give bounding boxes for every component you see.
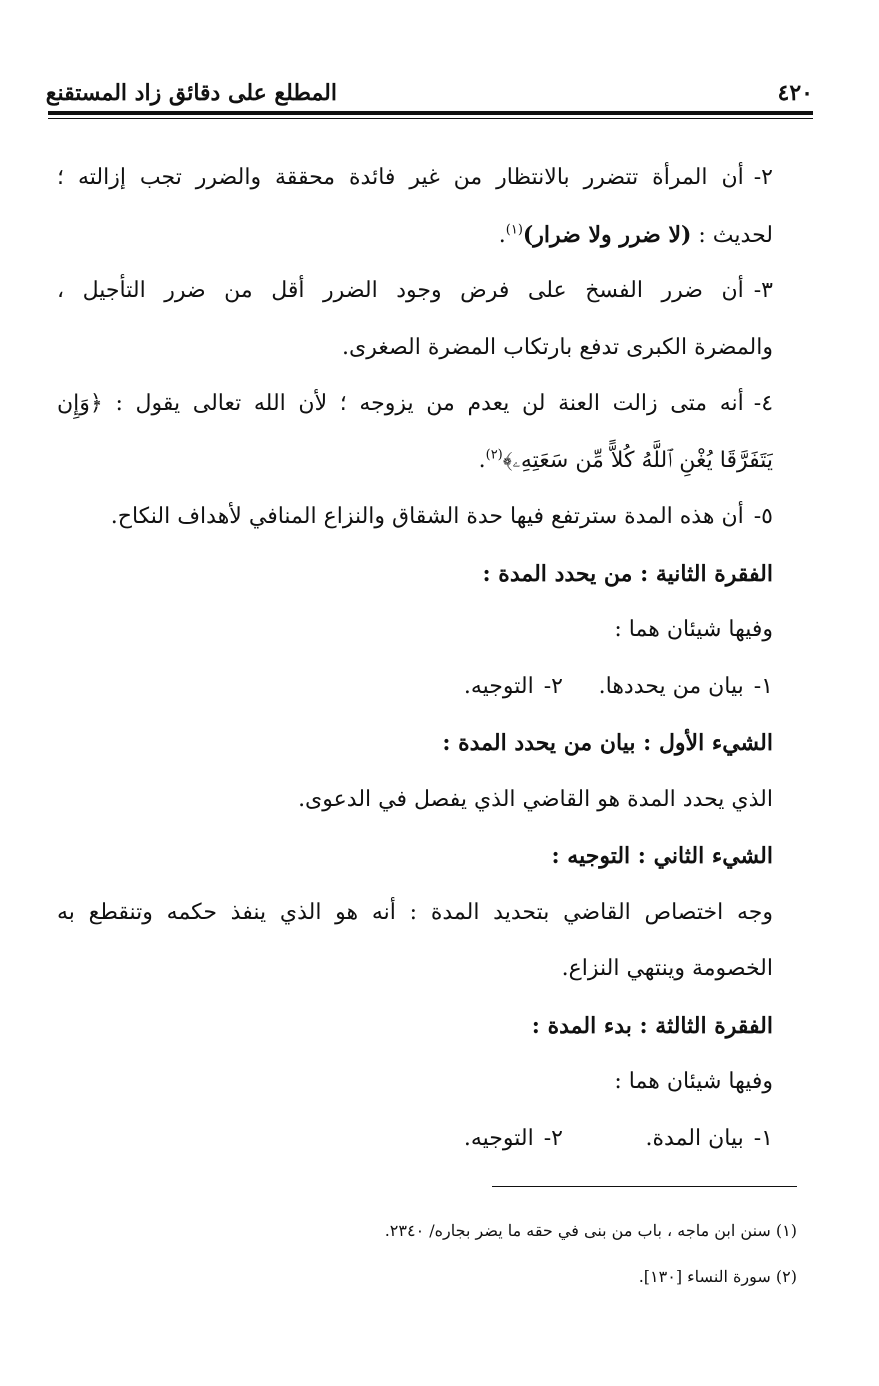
section-3-item-2-label: التوجيه. [463,1125,534,1151]
item-5-text: أن هذه المدة سترتفع فيها حدة الشقاق والنزاع المنافي لأهداف النكاح. [110,504,744,529]
item-5-line [57,489,773,546]
item-2-text: أن المرأة تتضرر بالانتظار من غير فائدة محققة والضرر تجب إزالته ؛ [57,165,744,190]
footnote-ref-2: (٢) [485,447,503,463]
section-2-list [57,659,773,716]
item-3-line-2 [57,320,773,377]
item-2-line-1 [57,150,773,207]
item-4-line-2 [57,433,773,490]
page-number: ٤٢٠ [777,80,813,106]
footnotes [77,1208,797,1300]
thing-2-text-2: الخصومة وينتهي النزاع. [561,956,773,981]
item-2-line-2 [57,207,773,264]
item-3-text-2: والمضرة الكبرى تدفع بارتكاب المضرة الصغرى. [342,334,773,360]
section-3-item-2-number: ٢- [543,1125,563,1151]
section-2-item-2-number: ٢- [543,673,563,699]
page-body [57,150,773,1167]
hadith-prefix: لحديث : [698,222,773,248]
item-2-end: . [498,222,506,248]
thing-1-text: الذي يحدد المدة هو القاضي الذي يفصل في الدعوى. [298,786,773,812]
section-2-item-1-label: بيان من يحددها. [598,673,744,699]
quran-verse-rest: يَتَفَرَّقَا يُغْنِ ٱللَّهُ كُلاًّ مِّن سَعَتِهِۦ﴾ [502,447,773,473]
section-2-item-1-number: ١- [753,673,773,699]
item-2-number: ٢- [753,165,773,190]
item-5-number: ٥- [753,504,773,529]
section-2-heading: الفقرة الثانية : من يحدد المدة : [482,560,773,587]
section-2-item-2-label: التوجيه. [463,673,534,699]
book-title: المطلع على دقائق زاد المستقنع [45,80,337,106]
footnote-rule [492,1186,797,1187]
section-3-list [57,1111,773,1168]
quran-verse-start: ﴿وَإِن [57,391,103,416]
header-rule-thin [48,118,813,119]
thing-2-text-1: وجه اختصاص القاضي بتحديد المدة : أنه هو الذي ينفذ حكمه وتنقطع به [57,899,773,925]
header-rule-thick [48,111,813,115]
thing-2-heading: الشيء الثاني : التوجيه : [551,843,773,869]
section-3-item-1-number: ١- [753,1125,773,1151]
section-3-heading: الفقرة الثالثة : بدء المدة : [531,1012,773,1039]
section-2-list-item-1 [563,659,773,716]
item-3-line-1 [57,263,773,320]
footnote-1: (١) سنن ابن ماجه ، باب من بنى في حقه ما يضر بجاره/ ٢٣٤٠. [384,1221,797,1240]
item-4-end: . [478,447,486,473]
section-3-list-item-2 [303,1111,563,1168]
section-2-list-item-2 [303,659,563,716]
footnote-ref-1: (١) [505,222,523,238]
hadith-text: (لا ضرر ولا ضرار) [522,221,692,248]
item-3-text: أن ضرر الفسخ على فرض وجود الضرر أقل من ضرر التأجيل ، [57,278,744,303]
section-3-intro: وفيها شيئان هما : [614,1069,773,1094]
section-2-intro: وفيها شيئان هما : [614,617,773,642]
section-3-item-1-label: بيان المدة. [645,1125,744,1151]
footnote-2: (٢) سورة النساء [١٣٠]. [638,1267,797,1286]
item-4-number: ٤- [753,391,773,416]
item-4-line-1 [57,376,773,433]
page-header [45,78,813,114]
item-4-text: أنه متى زالت العنة لن يعدم من يزوجه ؛ لأن الله تعالى يقول : [115,391,744,416]
item-3-number: ٣- [753,278,773,303]
thing-1-heading: الشيء الأول : بيان من يحدد المدة : [442,730,773,756]
section-3-list-item-1 [563,1111,773,1168]
